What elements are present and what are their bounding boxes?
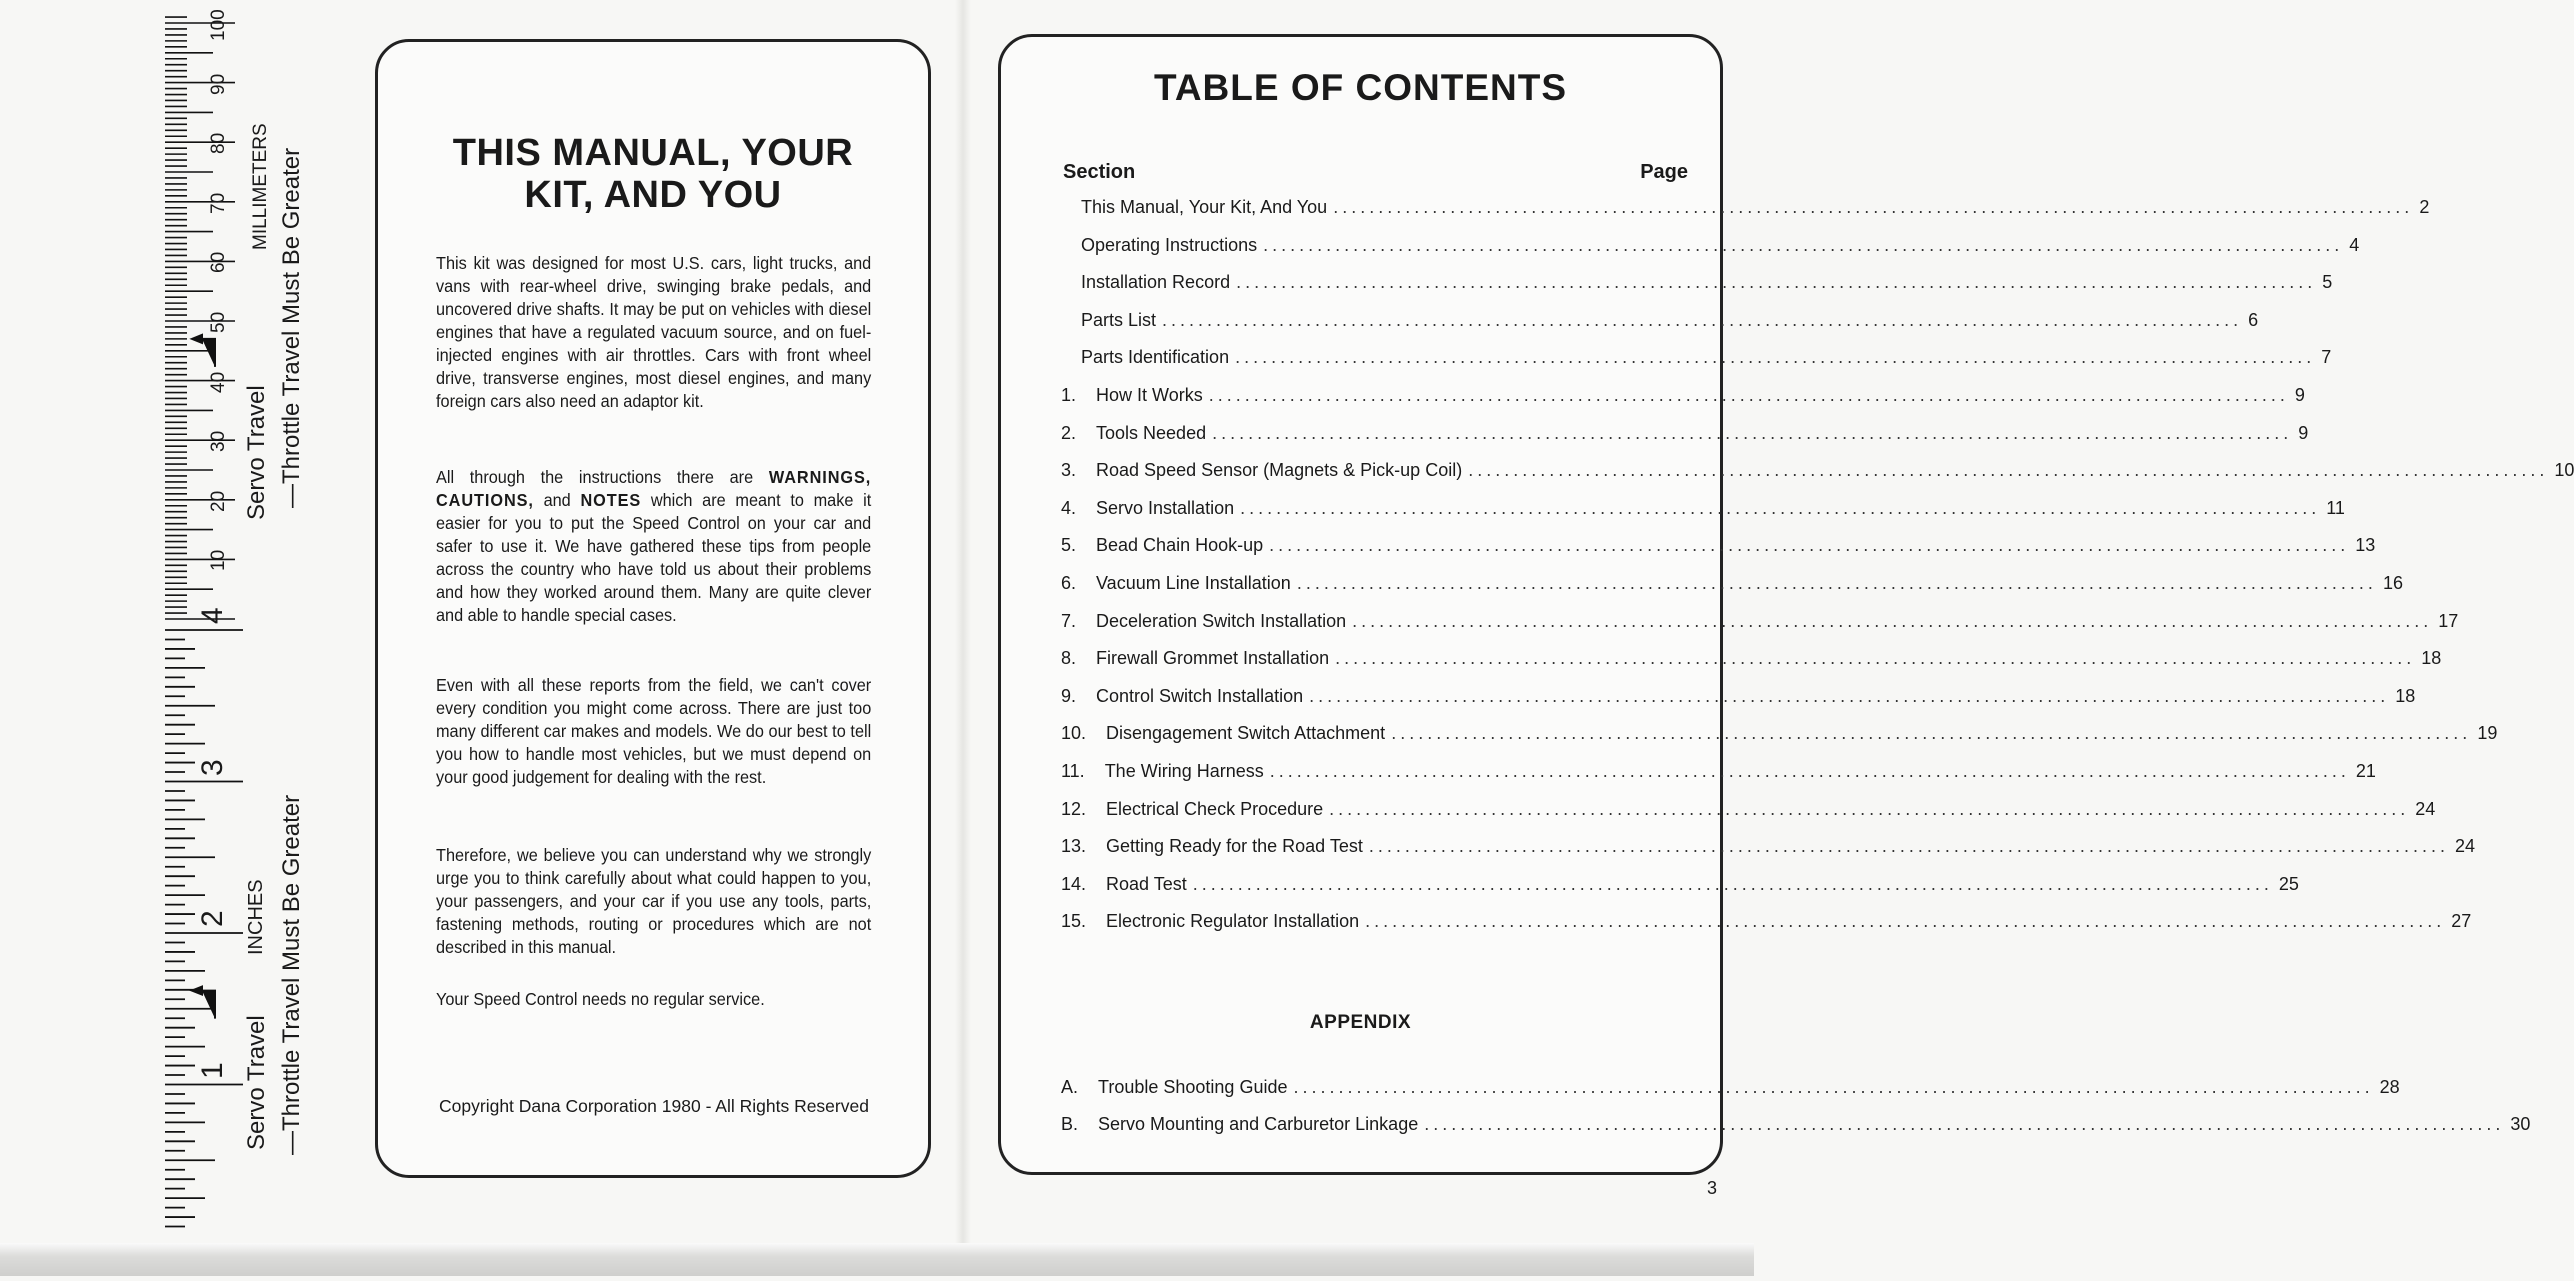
toc-page: 21 xyxy=(2355,761,2376,781)
section-header: Section xyxy=(1063,161,1136,183)
toc-entry[interactable] xyxy=(1061,761,2376,785)
toc-page: 25 xyxy=(2278,873,2299,894)
mm-label: 40 xyxy=(208,371,229,393)
toc-entry[interactable] xyxy=(1061,422,2309,447)
table-of-contents-panel xyxy=(998,34,2574,1175)
toc-label: Installation Record xyxy=(1081,272,1231,293)
toc-entry[interactable] xyxy=(1061,911,2472,935)
dot-leader: ........................................................................................................................ xyxy=(1309,685,2390,706)
toc-label: Trouble Shooting Guide xyxy=(1098,1077,1288,1097)
toc-entry[interactable] xyxy=(1061,497,2345,522)
toc-number: 4. xyxy=(1061,497,1077,518)
toc-title: TABLE OF CONTENTS xyxy=(1153,67,1567,108)
toc-page: 18 xyxy=(2421,648,2442,669)
toc-page: 17 xyxy=(2438,610,2459,631)
toc-number: 1. xyxy=(1061,385,1077,405)
toc-entry[interactable] xyxy=(1061,610,2459,635)
toc-entry[interactable] xyxy=(1061,309,2259,334)
toc-label: Servo Installation xyxy=(1096,497,1235,518)
toc-number: 2. xyxy=(1061,422,1077,443)
toc-entry[interactable] xyxy=(1061,723,2498,747)
page-header: Page xyxy=(1640,161,1688,183)
toc-number: 11. xyxy=(1061,761,1085,781)
dot-leader: ........................................................................................................................ xyxy=(1335,648,2416,669)
ruler-inch-unit: INCHES xyxy=(245,879,267,955)
title-line-1: THIS MANUAL, YOUR xyxy=(452,132,854,174)
throttle-note-mm: —Throttle Travel Must Be Greater xyxy=(278,147,305,508)
toc-number: A. xyxy=(1061,1077,1079,1097)
dot-leader: ........................................................................................................................ xyxy=(1391,723,2472,744)
toc-label: Firewall Grommet Installation xyxy=(1096,648,1330,669)
toc-label: Deceleration Switch Installation xyxy=(1096,610,1347,631)
cautions-keyword: CAUTIONS, xyxy=(436,490,534,510)
mm-label: 90 xyxy=(208,73,229,95)
text: which are meant to make it easier for you to put the Speed Control on your car and safer to use it. We have gathered these tips from people across the country who have told us about their problems and how they worked around them. Many are quite clever and able to handle special cases. xyxy=(436,490,872,625)
mm-label: 20 xyxy=(208,490,229,512)
throttle-note-inch: —Throttle Travel Must Be Greater xyxy=(278,794,305,1155)
toc-number: 12. xyxy=(1061,798,1087,819)
mm-label: 30 xyxy=(208,431,229,453)
paragraph-intro: This kit was designed for most U.S. cars, light trucks, and vans with rear-wheel drive, swinging brake pedals, and uncovered drive shafts. It may be put on vehicles with diesel engines that have a regulated vacuum source, and on fuel-injected engines with air throttles. Cars with front wheel drive, transverse engines, most diesel engines, and many foreign cars also need an adaptor kit. xyxy=(436,253,872,411)
dot-leader: ........................................................................................................................ xyxy=(1333,197,2414,217)
dot-leader: ........................................................................................................................ xyxy=(1162,309,2243,330)
dot-leader: ........................................................................................................................ xyxy=(1192,873,2273,894)
toc-label: How It Works xyxy=(1096,385,1203,405)
toc-label: Control Switch Installation xyxy=(1096,685,1304,706)
toc-page: 6 xyxy=(2248,309,2259,330)
dot-leader: ........................................................................................................................ xyxy=(1269,535,2350,556)
dot-leader: ........................................................................................................................ xyxy=(1263,234,2344,255)
book-spine xyxy=(955,0,971,1276)
servo-arrow-icon xyxy=(192,987,215,1019)
toc-entry[interactable] xyxy=(1061,197,2430,221)
toc-number: 10. xyxy=(1061,723,1087,744)
toc-number: 5. xyxy=(1061,535,1077,556)
servo-travel-label-inch: Servo Travel xyxy=(243,1015,270,1150)
paragraph-limitations: Even with all these reports from the field, we can't cover every condition you might come across. There are just too many different car makes and models. We do our best to tell you how to handle most vehicles, but we must depend on your good judgement for dealing with the rest. xyxy=(436,675,872,787)
appendix-header: APPENDIX xyxy=(1309,1012,1412,1033)
dot-leader: ........................................................................................................................ xyxy=(1368,836,2449,857)
dot-leader: ........................................................................................................................ xyxy=(1269,761,2350,781)
text: All through the instructions there are xyxy=(436,467,769,487)
toc-page: 4 xyxy=(2349,234,2360,255)
toc-entry[interactable] xyxy=(1061,873,2299,898)
warnings-keyword: WARNINGS, xyxy=(768,467,872,487)
ruler-mm-unit: MILLIMETERS xyxy=(250,123,271,250)
toc-label: Road Test xyxy=(1106,873,1187,894)
toc-entry[interactable] xyxy=(1061,234,2360,259)
mm-label: 50 xyxy=(208,311,229,333)
toc-page: 7 xyxy=(2321,347,2332,368)
toc-page: 24 xyxy=(2415,798,2436,819)
toc-page: 19 xyxy=(2477,723,2498,744)
dot-leader: ........................................................................................................................ xyxy=(1329,798,2410,819)
paragraph-warnings xyxy=(436,466,871,627)
toc-page: 30 xyxy=(2510,1114,2531,1134)
text: and xyxy=(533,490,581,510)
toc-page: 13 xyxy=(2355,535,2376,556)
dot-leader: ........................................................................................................................ xyxy=(1424,1114,2505,1134)
mm-label: 70 xyxy=(208,192,229,214)
toc-number: 9. xyxy=(1061,685,1077,706)
copyright: Copyright Dana Corporation 1980 - All Rights Reserved xyxy=(439,1096,869,1116)
toc-page: 24 xyxy=(2454,836,2476,857)
toc-number: B. xyxy=(1061,1114,1079,1134)
toc-number: 6. xyxy=(1061,573,1077,593)
inch-label: 2 xyxy=(196,910,229,927)
toc-entry[interactable] xyxy=(1061,648,2442,672)
toc-entry[interactable] xyxy=(1061,798,2436,823)
inch-label: 1 xyxy=(196,1061,229,1079)
toc-number: 15. xyxy=(1061,911,1087,932)
paragraph-service: Your Speed Control needs no regular service. xyxy=(436,989,765,1009)
page-title xyxy=(378,132,928,216)
toc-label: Parts List xyxy=(1081,309,1157,330)
toc-entry[interactable] xyxy=(1061,272,2333,296)
toc-entry[interactable] xyxy=(1061,573,2403,597)
toc-entry[interactable] xyxy=(1061,385,2305,409)
toc-page: 2 xyxy=(2419,197,2430,217)
manual-intro-panel xyxy=(375,39,931,1178)
dot-leader: ........................................................................................................................ xyxy=(1240,497,2321,518)
toc-number: 13. xyxy=(1061,836,1087,857)
toc-entry[interactable] xyxy=(1061,535,2376,559)
toc-entry[interactable] xyxy=(1061,460,2574,484)
toc-label: Getting Ready for the Road Test xyxy=(1106,836,1363,857)
dot-leader: ........................................................................................................................ xyxy=(1235,347,2316,368)
toc-label: Tools Needed xyxy=(1096,422,1207,443)
toc-page: 27 xyxy=(2451,911,2472,932)
inch-label: 3 xyxy=(196,758,229,776)
dot-leader: ........................................................................................................................ xyxy=(1293,1077,2374,1097)
toc-page: 9 xyxy=(2298,422,2309,443)
toc-page: 18 xyxy=(2395,685,2416,706)
dot-leader: ........................................................................................................................ xyxy=(1236,272,2317,293)
toc-label: Electronic Regulator Installation xyxy=(1106,911,1360,932)
mm-label: 60 xyxy=(208,252,229,274)
toc-label: Bead Chain Hook-up xyxy=(1096,535,1264,556)
toc-label: Road Speed Sensor (Magnets & Pick-up Coil) xyxy=(1096,460,1463,481)
notes-keyword: NOTES xyxy=(580,490,642,510)
dot-leader: ........................................................................................................................ xyxy=(1296,573,2377,593)
toc-page: 16 xyxy=(2382,573,2403,593)
mm-label: 10 xyxy=(208,550,229,572)
inch-label: 4 xyxy=(196,607,229,624)
toc-label: Operating Instructions xyxy=(1081,234,1258,255)
toc-label: Electrical Check Procedure xyxy=(1106,798,1324,819)
toc-number: 8. xyxy=(1061,648,1077,669)
paragraph-caution: Therefore, we believe you can understand why we strongly urge you to think carefully about what could happen to you, your passengers, and your car if you use any tools, parts, fastening methods, routing or procedures which are not described in this manual. xyxy=(436,845,872,957)
ruler xyxy=(0,0,330,1276)
toc-page: 5 xyxy=(2322,272,2333,293)
toc-entry[interactable] xyxy=(1061,836,2476,860)
toc-entry[interactable] xyxy=(1061,347,2332,371)
toc-entry[interactable] xyxy=(1061,1077,2400,1101)
dot-leader: ........................................................................................................................ xyxy=(1468,460,2549,481)
dot-leader: ........................................................................................................................ xyxy=(1365,911,2446,932)
servo-travel-label-mm: Servo Travel xyxy=(243,385,270,520)
mm-label: 80 xyxy=(208,133,229,155)
toc-page: 9 xyxy=(2294,385,2305,405)
toc-page: 11 xyxy=(2326,497,2345,518)
toc-page: 10 xyxy=(2554,460,2574,481)
toc-label: Servo Mounting and Carburetor Linkage xyxy=(1098,1114,1419,1134)
toc-label: This Manual, Your Kit, And You xyxy=(1081,197,1328,217)
toc-number: 14. xyxy=(1061,873,1087,894)
mm-label: 100 xyxy=(208,9,229,41)
page-number: 3 xyxy=(1707,1178,1718,1198)
title-line-2: KIT, AND YOU xyxy=(524,174,782,216)
toc-label: Parts Identification xyxy=(1081,347,1230,368)
dot-leader: ........................................................................................................................ xyxy=(1208,385,2289,405)
toc-label: Disengagement Switch Attachment xyxy=(1106,723,1386,744)
dot-leader: ........................................................................................................................ xyxy=(1212,422,2293,443)
toc-number: 3. xyxy=(1061,460,1077,481)
toc-label: The Wiring Harness xyxy=(1104,761,1264,781)
toc-page: 28 xyxy=(2379,1077,2400,1097)
toc-label: Vacuum Line Installation xyxy=(1096,573,1291,593)
dot-leader: ........................................................................................................................ xyxy=(1352,610,2433,631)
toc-entry[interactable] xyxy=(1061,1114,2531,1138)
toc-number: 7. xyxy=(1061,610,1077,631)
toc-entry[interactable] xyxy=(1061,685,2416,710)
